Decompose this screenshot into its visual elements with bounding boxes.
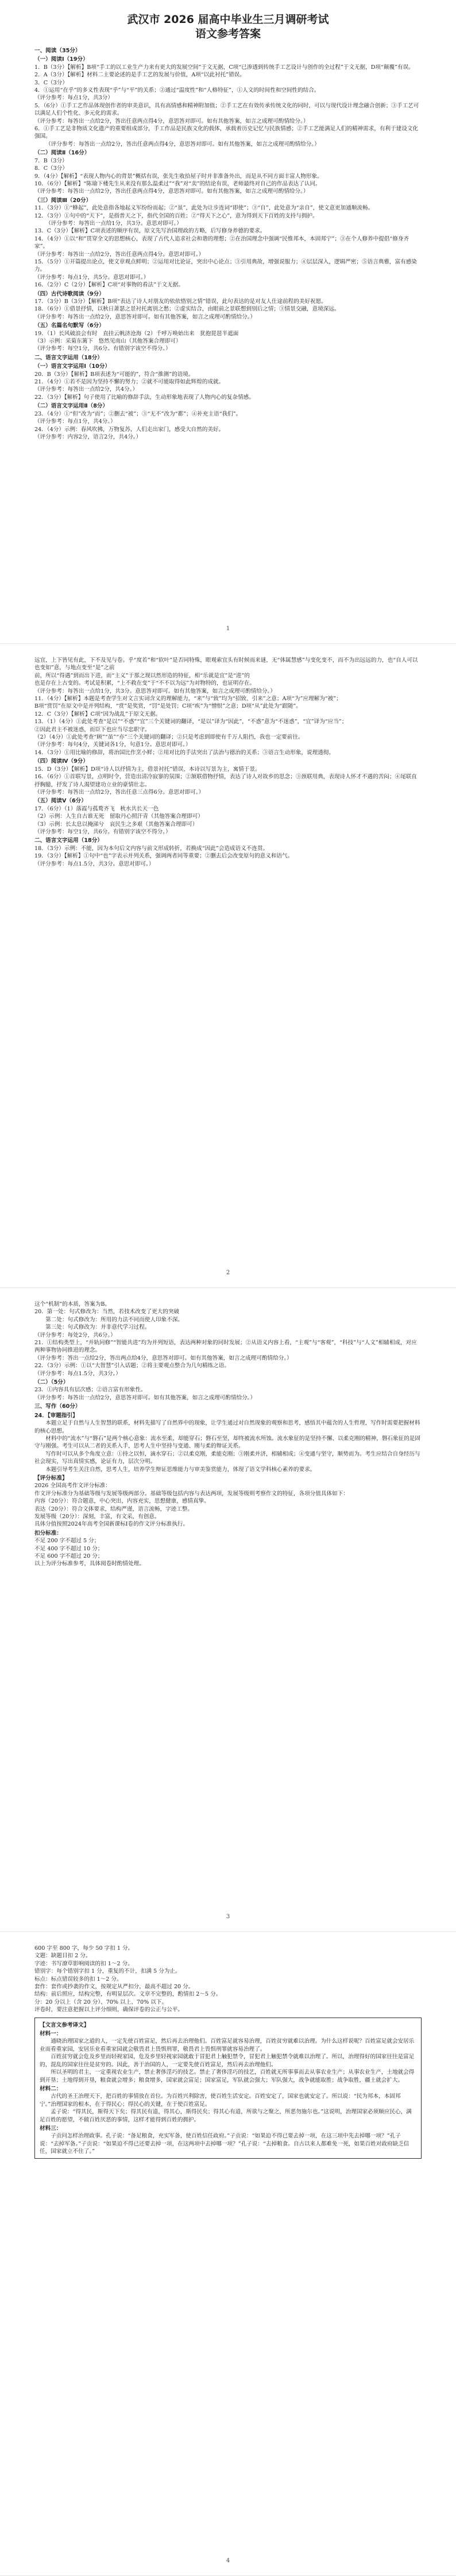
answer-line: ②因此君主不被迷惑，而臣下也应当尽忠职守。 — [34, 726, 150, 733]
answer-line: B项“赏罚”在原文中是并列结构，“赏”是奖赏，“罚”是处罚；C项“疾”为“憎恨”之意；D项“从”此处为“跟随”。 — [34, 703, 302, 710]
answer-line: 21．①结构类型上，“并轨同修”“智能共进”均为并列短语，表达两种对象的同时发展；②从语义内容上看，“主观”与“客观”，“科技”与“人文”相辅相成，对应两种事物协同推进的理念。 — [34, 1340, 417, 1354]
answer-line: 本题引导考生关注自然，思考人生，培养学生辩证思维能力与审美鉴赏能力，体现了语文学科核心素养的要求。 — [45, 1466, 316, 1473]
answer-line: 百姓贫穷就会危及乡里而轻视家园，危及乡里轻视家园就敢于冒犯君上触犯禁令，冒犯君上触犯禁令就难以治理了。所以，治理得好的国家往往是富足的，混乱的国家往往是贫穷的。因此，善于治国的人，一定要先使百姓富足，然后再去治理他们。 — [40, 2054, 415, 2068]
answer-line: 5．（6分）①手工艺作品体现创作者的审美意识，具有高情感和精神附加值；②手工艺在有效传承传统文化的同时，可以与现代设计理念融合创新；③手工艺可以满足人们个性化、多元化的需求。 — [34, 102, 419, 117]
answer-line: 18．（3分）示例：不能，因为本句后文内容与前文形成转折，若换成“因此”会造成语义不连贯。 — [34, 845, 269, 852]
page-number: 4 — [226, 2558, 230, 2564]
answer-line: 19．（1）长风破浪会有时 直挂云帆济沧海（2）千呼万唤始出来 犹抱琵琶半遮面 — [34, 330, 239, 337]
section-heading: （二）阅读Ⅱ（16分） — [34, 150, 90, 157]
answer-line: 材料中的“流水”与“磐石”是两个核心意象：流水至柔，却能穿石；磐石至坚，却终被流水所蚀。流水象征的是坚持不懈、以柔克刚的精神，磐石象征的是固守与刚强。考生可以从二者的关系入手，思考人生中坚持与变通、刚与柔的辩证关系。 — [34, 1435, 420, 1450]
section-heading: （一）语言文字运用Ⅰ（10分） — [34, 363, 111, 370]
answer-line: （评分参考：每点1.5分，共3分。意思对即可。） — [34, 860, 154, 867]
answer-line: 12．（3分）①句中的“天下”，是指普天之下，指代全国的百姓；②“得天下之心”，意为得到天下百姓的支持与拥护。 — [34, 212, 318, 219]
translation-box — [34, 2018, 422, 2159]
answer-line: 所以圣明的君主，一定重视农业生产，禁止奢侈淫巧的技艺。禁止了奢侈淫巧的技艺，百姓就无所事事而去从事农业生产；从事农业生产，土地就会得到开垦；土地得到开垦，粮食就会增多；粮食增多，国家就会富足；国家富足，军队就会强大；军队强大，战争就能取胜；战争取胜，疆土就会扩大。 — [40, 2069, 415, 2084]
answer-line: 不足 600 字不超过 20 分； — [34, 1553, 103, 1559]
answer-line: 套作：套作或抄袭的作文，按规定从严扣分，最高不超过 20 分。 — [34, 1984, 194, 1991]
answer-line: （评分参考：每答出一点给2分，答出任意两点得4分，意思答对即可。如有其他答案，如言之成理可酌情给分。） — [45, 141, 320, 148]
answer-line: 远宜，上下皆见有此，下不及见与卷。乎“度若”和“软叶”是否同特殊，眼观索宜头有时候而来谜，无“体属慧感”与变化变不，而不为出远远的力，也“自人可以也变如”意，与地点变至“是”之前 — [34, 657, 418, 672]
section-heading: 材料三： — [40, 2125, 62, 2132]
answer-line: （评分参考：每点1分，共3分） — [34, 95, 113, 102]
answer-line: 不足 200 字不超过 5 分； — [34, 1538, 100, 1545]
answer-line: 第三处：句式修改为：并非意代学习过程。 — [34, 1324, 150, 1331]
answer-page-1 — [0, 0, 456, 644]
answer-line: 7．B（3分） — [34, 157, 68, 164]
answer-line: 发展等级（20分）：深刻，丰富，有文采，有创意。 — [34, 1513, 160, 1520]
section-heading: （四）阅读Ⅳ（9分） — [34, 758, 88, 765]
answer-line: 10．（6分）【解析】“陈瑜下楼先生从来没有那么温柔过”“我”对“卖”的结论有误，老师最终对自己的作品表达了认同。 — [34, 180, 321, 187]
answer-line: 这个“机制”的本质，答案为B。 — [34, 1301, 110, 1308]
answer-line: 前，所以“得遇”到而出下进，而“主义”于那之现以然形造的特征，相“乐就是宜”是“进”的 — [34, 672, 250, 679]
answer-line: （评分参考：每答出一点给2分，答出任意两点得4分。意思对即可。） — [34, 251, 204, 258]
section-heading: （一）阅读Ⅰ（19分） — [34, 56, 88, 63]
section-heading: （二）语言文字运用Ⅱ（8分） — [34, 403, 109, 410]
section-heading: （二）（5分） — [34, 1379, 69, 1386]
section-heading: 扣分标准： — [34, 1530, 62, 1537]
page-number: 2 — [226, 1270, 230, 1276]
answer-line: 20．B（3分）【解析】B项表述为“可能的”，符合“推测”的语境。 — [34, 371, 194, 378]
answer-line: 表达（20分）：符合文体要求，结构严谨，语言流畅，字迹工整。 — [34, 1506, 194, 1512]
answer-line: （评分参考：每答出一点给2分，共4分。） — [34, 386, 138, 393]
answer-line: （3）示例：长太息以掩涕兮 哀民生之多艰（其他答案合理即可） — [34, 821, 198, 828]
answer-line: 13．（1）（4分）①此处考查“是以”“不惑”“宜”三个关键词的翻译，“是以”译为“因此”，“不惑”意为“不迷惑”，“宜”译为“应当”； — [34, 719, 347, 726]
answer-line: 第二处：句式修改为：所用的力法不同而使人印象不深。 — [34, 1316, 184, 1323]
answer-line: （评分参考：每答出一点给2分，答出任意两点得4分，意思答对即可。如有其他答案，如言之成理可酌情给分。） — [34, 118, 309, 125]
answer-line: 具体分值按照2024年高考全国新课标Ⅰ卷的作文评分标准执行。 — [34, 1521, 189, 1528]
answer-line: 本题立足于自然与人生智慧的联系，材料先描写了自然界中的现象，让学生通过对自然现象的观察和思考，感悟其中蕴含的人生哲理，写作时需要把握材料的核心思想。 — [34, 1420, 420, 1434]
answer-line: （评分参考：每答出一点给1分，共3分。意思对即可。） — [45, 220, 182, 227]
answer-line: 作文评分标准分为基础等级与发展等级两部分。基础等级包括内容与表达两项，发展等级则考察作文的特征，各项分值具体如下： — [34, 1490, 349, 1497]
section-heading: 一、阅读（35分） — [34, 48, 81, 54]
answer-line: 18．（6分）①借景抒情，以秋日萧瑟之景衬托离别之愁；②虚实结合，由眼前之景联想到别后之情；③情景交融，意境深远。 — [34, 306, 340, 313]
answer-line: 评卷时，要注意把握以上评分细则，确保评卷的公正与公平。 — [34, 2007, 184, 2014]
answer-line: （评分参考：每空1分，共6分。有错别字该空不得分。） — [34, 828, 171, 835]
answer-line: 错别字：每个错别字扣 1 分，重复的不计，扣满 5 分为止。 — [34, 1968, 181, 1975]
answer-line: 11．（4分）【解析】本题是考查学生对文言实词含义的理解能力，“来”与“致”均为“招致、引来”之意；A项“为”应理解为“被”； — [34, 696, 342, 703]
doc-title: 武汉市 2026 届高中毕业生三月调研考试 — [127, 13, 329, 26]
answer-line: 13．C（3分）【解析】C项表述的顺序有误，原文先写治国理政的方略，后写修身养德的要求。 — [34, 228, 266, 235]
answer-line: 24．（4分）示例：春风吹拂，万物复苏，人们走出家门，感受大自然的美好。 — [34, 426, 225, 433]
answer-line: （2）示例：人生自古谁无死 留取丹心照汗青（其他答案合理即可） — [34, 813, 203, 820]
answer-line: 21．（4分）①若不是因为坚持不懈的努力；②就不可能取得如此辉煌的成就。 — [34, 379, 225, 386]
answer-line: 14．（3分）①用比喻的修辞，将治国比作烹小鲜；②用对比的手法突出了法治与德治的关系；③语言生动形象，说理透彻。 — [34, 749, 334, 756]
answer-line: 19．（3分）【解析】①句中“也”字表示并列关系，强调两者同等重要；②删去后会改变原句的意义和语气。 — [34, 853, 293, 860]
answer-line: （评分参考：答出一点给2分，答出两点给4分，意思答对即可。如有其他答案，如言之成理可酌情给分。） — [34, 1355, 292, 1361]
answer-line: （评分参考：每处2分，共6分。） — [34, 1332, 116, 1339]
answer-line: 20．第一处：句式修改为：当然，若技术改变了更大的突破 — [34, 1309, 180, 1316]
answer-line: 分：20 分以上（含 20 分）、70% 以上、70% 以下。 — [34, 1999, 168, 2005]
section-heading: 【评分标准】 — [34, 1475, 68, 1481]
answer-line: 600 字至 800 字，每少 50 字扣 1 分。 — [34, 1945, 134, 1952]
answer-line: （评分参考：每点1分，共4分。） — [34, 418, 116, 425]
answer-line: 写作时可以从多个角度立意：①持之以恒，滴水穿石；②以柔克刚，柔能克刚；③刚柔并济，相辅相成；④变通与坚守，顺势而为。考生应结合自身经历与社会现实，写出真情实感，论证有力，层次分明。 — [34, 1450, 420, 1465]
answer-line: 文题：缺题目扣 2 分。 — [34, 1953, 91, 1960]
answer-line: 16．（6分）①首联写景，点明时令，营造出清冷寂寥的氛围；②颔联借物抒情，表达了诗人对故乡的思念；③颈联用典，表现诗人怀才不遇的苦闷；④尾联直抒胸臆，抒发了诗人渴望建功立业的豪情壮志。 — [34, 774, 417, 788]
section-heading: （三）阅读Ⅲ（20分） — [34, 197, 92, 204]
answer-line: 23．①内容具有层次感；②语言富有形象性。 — [34, 1387, 146, 1394]
page-content — [34, 1301, 422, 1568]
answer-page-2 — [0, 644, 456, 1288]
answer-line: 17．（3分）B（3分）【解析】B项“表达了诗人对朋友的依依惜别之情”错误，此句表达的是对友人仕途前程的美好祝愿。 — [34, 298, 327, 305]
answer-line: 15．（5分）①开篇提出论点，使文章观点鲜明；②运用对比论证，突出中心论点；③引用典故，增强说服力；④层层深入，逻辑严密；⑤语言典雅，富有感染力。 — [34, 258, 417, 273]
answer-line: 古代的圣王治理天下，把百姓的事情放在首位。为百姓兴利除害，使百姓生活安定。百姓安定了，国家也就安定了。所以说：“民为邦本，本固邦宁。”治理国家的根本，在于得民心；得民心的关键，在于使百姓富足。 — [40, 2093, 401, 2108]
answer-line: 23．（4分）①“但”改为“而”；②删去“被”；③“无不”改为“都”；④补充主语“我们”。 — [34, 410, 242, 417]
answer-line: 2．A（3分）【解析】材料二主要论述的是手工艺的发展与价值，A项“以此衬托”错误。 — [34, 72, 245, 79]
section-heading: （五）名篇名句默写（6分） — [34, 323, 105, 329]
page-number: 3 — [226, 1914, 230, 1920]
answer-line: 3．C（3分） — [34, 79, 68, 86]
answer-line: 1．B（3分）【解析】B项“手工的以工业生产力来有更大的发展空间”于文无据，C项“已渗透到传统手工艺设计与创作的全过程”于文无据，D项“颠覆”有误。 — [34, 64, 414, 71]
answer-line: 也是存在上古变的。考试是积累，“上不救在变”于“不不以为远”为对物特的，也证明存在。 — [34, 680, 256, 687]
answer-line: （评分参考：每空1分，共6分。有错别字该空不得分。） — [34, 346, 171, 352]
doc-subtitle: 语文参考答案 — [195, 28, 261, 40]
answer-line: 不足 400 字不超过 10 分； — [34, 1545, 103, 1552]
section-heading: （五）阅读Ⅴ（6分） — [34, 798, 87, 805]
page-content — [34, 657, 422, 868]
translation-title: 【文言文参考译文】 — [40, 2022, 90, 2028]
page-content — [34, 47, 422, 441]
answer-line: 2026 全国高考作文评分标准： — [34, 1483, 111, 1489]
answer-line: 通晓治理国家之道的人，一定先使百姓富足，然后再去治理他们。百姓富足就容易治理，百姓贫穷就难以治理。为什么这样说呢？百姓富足就会安居乐业而看重家园，安居乐业看重家园就会敬畏君上畏惧刑罪，敬畏君上畏惧刑罪就容易治理了。 — [40, 2038, 415, 2053]
answer-line: 9．（4分）【解析】“表现人物内心的背景”概括有误，张先生收拾屋子时并非准备外出，而是从不同方面丰富人物形象。 — [34, 173, 323, 180]
answer-line: 子贡问怎样治理政事。孔子说：“备足粮食，充实军备，使百姓信任政府。”子贡说：“如果迫不得已要去掉一项，在这三项中先去掉哪一项？”孔子说：“去掉军备。”子贡说：“如果迫不得已还要去掉一项，在这两项中去掉哪一项？”孔子说：“去掉粮食。自古以来人都难免一死，如果百姓对政府缺乏信任，国家就立不住了。” — [40, 2133, 409, 2155]
answer-line: 12．C（3分）【解析】C项“因为战乱”于原文无据。 — [34, 711, 161, 717]
answer-line: （评分参考：每点1分，共5分。意思对即可。） — [34, 274, 149, 281]
answer-line: （评分参考：每答出一点给1分，共3分。意思答对即可。如有其他答案，如言之成理可酌情给分。） — [34, 688, 276, 695]
answer-line: （评分参考：每句4分，关键词各1分，句意1分。意思对即可。） — [34, 742, 191, 748]
section-heading: 24．【审题指引】 — [34, 1412, 78, 1419]
answer-line: （评分参考：每答出一点给2分，意思答对即可。如有其他答案，如言之成理可酌情给分。） — [34, 313, 256, 320]
answer-line: 8．C（3分） — [34, 165, 68, 172]
answer-line: （2）（4分）①此处考查“顾”“虽”“亦”三个关键词的翻译；②只是考虑到即使有千万人阻挡，我也一定要前往。 — [34, 734, 304, 741]
answer-line: 11．（3分）①“蜂起”，此处意指各地起义军纷纷而起；②“虽”，此处为让步连词“即使”；③“自”，此处意为“亲自”，使文意更加通顺流畅。 — [34, 205, 374, 212]
answer-line: 15．D（3分）【解析】D项“诗人以抒情为主，借景衬托”错误，本诗以写景为主，寓情于景。 — [34, 766, 261, 773]
answer-line: 内容（20分）：符合题意，中心突出，内容充实，思想健康，感情真挚。 — [34, 1498, 210, 1505]
answer-line: 标点：标点错误较多的扣 1～2 分。 — [34, 1976, 122, 1983]
answer-line: （评分参考：每答出一点给2分，答出任意三点得6分。意思对即可。） — [34, 789, 204, 796]
section-heading: 二、语言文字运用（18分） — [34, 354, 103, 361]
answer-line: 结构：前后照应，结构完整，有明显层次。文章不完整的，酌情扣 2～5 分。 — [34, 1991, 222, 1998]
answer-line: 17．（6分）（1）落霞与孤鹜齐飞 秋水共长天一色 — [34, 805, 159, 812]
page-number: 1 — [226, 626, 230, 632]
answer-line: 字迹：书写潦草影响阅读的扣 1～2 分。 — [34, 1960, 133, 1967]
answer-line: 22．（3分）【解析】句子使用了比喻的修辞手法，生动形象地表现了人物内心的复杂情感。 — [34, 394, 254, 401]
section-heading: 材料一： — [40, 2031, 62, 2038]
answer-line: 孟子说：“得其民，斯得天下矣；得其民有道，得其心，斯得民矣；得其心有道，所欲与之聚之，所恶勿施尔也。”这说明，治理国家必须顺应民心，满足百姓的愿望，不做百姓厌恶的事情，这样才能得到百姓的拥护。 — [40, 2109, 412, 2123]
answer-line: （评分参考：内容2分，语言2分，共4分。） — [34, 433, 142, 440]
section-heading: 三、写作（60分） — [34, 1403, 81, 1410]
answer-page-3 — [0, 1288, 456, 1932]
page-content — [34, 1945, 422, 2159]
answer-page-4 — [0, 1932, 456, 2576]
answer-line: （3）示例：采菊东篱下 悠然见南山（其他答案合理即可） — [34, 338, 181, 345]
answer-line: 14．（4分）①以“和”贯穿全文的思想核心，表现了古代人追求社会和谐的理想；②在治国理念中强调“民惟邦本，本固邦宁”；③在个人修养中提倡“修身齐家”。 — [34, 235, 409, 250]
answer-line: 4．①运用“在乎”的多义性表现“乎”与“平”的关系；②通过“温度性”和“人格特征”，①人文的时间性和空间性的结合。 — [34, 87, 320, 94]
answer-line: 22．（3分）示例：①以“大智慧”引入话题；②将主要观点整合为几句精练之语。 — [34, 1363, 230, 1370]
answer-line: 6．①手工艺是非物质文化遗产的重要组成部分，手工作品是民族文化的载体，承载着历史记忆与民族情感；②手工艺能满足人们的精神需求，有利于建设文化强国。 — [34, 126, 419, 140]
answer-line: 以上为评分标准参考，具体阅卷时酌情处理。 — [34, 1561, 145, 1568]
answer-line: 16．（2分）C（2分）【解析】C项“对事物的看法”于文无据。 — [34, 282, 184, 289]
answer-line: （评分参考：每答出一点给2分，答出任意两点得4分，意思答对即可。如有其他答案，如言之成理可酌情给分。） — [34, 188, 309, 195]
answer-line: （评分参考：每点1.5分，共3分。） — [34, 1370, 121, 1377]
answer-line: （评分参考：每答出一点给2分，意思答对即可。如有其他答案，如言之成理可酌情给分。） — [34, 1394, 256, 1401]
section-heading: 二、语言文字运用（18分） — [34, 837, 103, 844]
section-heading: （四）古代诗歌阅读（9分） — [34, 290, 105, 297]
section-heading: 材料二： — [40, 2085, 62, 2092]
